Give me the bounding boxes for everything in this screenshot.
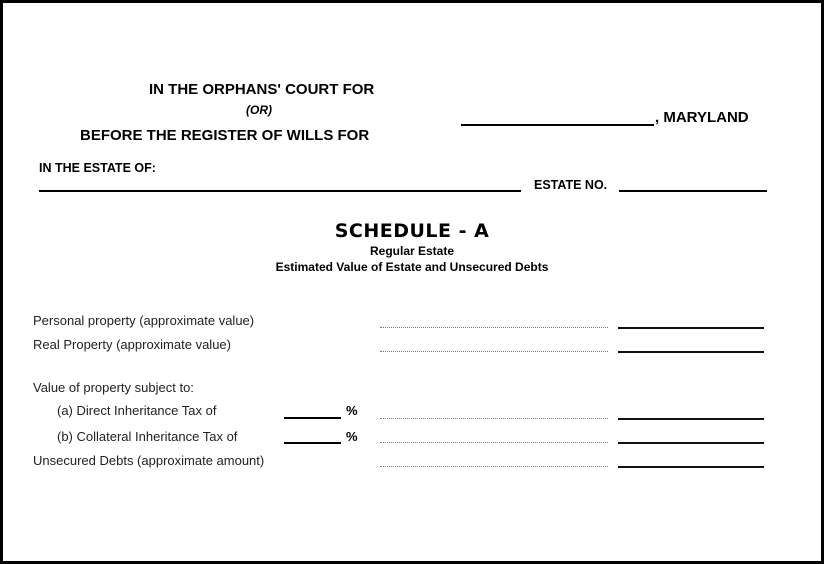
unsecured-debts-label: Unsecured Debts (approximate amount): [33, 453, 265, 468]
personal-property-leader: [380, 327, 608, 328]
maryland-label: , MARYLAND: [655, 109, 749, 126]
real-property-label: Real Property (approximate value): [33, 337, 231, 352]
county-field[interactable]: [461, 124, 654, 126]
schedule-title: SCHEDULE - A: [334, 220, 490, 242]
schedule-description: Estimated Value of Estate and Unsecured Debts: [275, 260, 549, 274]
collateral-percent-sign: %: [346, 429, 358, 444]
unsecured-debts-leader: [380, 466, 608, 467]
estate-no-label: ESTATE NO.: [534, 178, 608, 192]
register-heading: BEFORE THE REGISTER OF WILLS FOR: [80, 127, 370, 144]
schedule-subtitle: Regular Estate: [369, 244, 455, 258]
collateral-tax-value-field[interactable]: [618, 442, 764, 444]
collateral-tax-rate-field[interactable]: [284, 442, 341, 444]
real-property-leader: [380, 351, 608, 352]
estate-no-field[interactable]: [619, 190, 767, 192]
personal-property-label: Personal property (approximate value): [33, 313, 255, 328]
direct-tax-rate-field[interactable]: [284, 417, 341, 419]
direct-tax-leader: [380, 418, 608, 419]
estate-name-field[interactable]: [39, 190, 521, 192]
real-property-value-field[interactable]: [618, 351, 764, 353]
unsecured-debts-value-field[interactable]: [618, 466, 764, 468]
subject-to-label: Value of property subject to:: [33, 380, 194, 395]
form-page: [3, 3, 821, 561]
direct-percent-sign: %: [346, 403, 358, 418]
direct-tax-label: (a) Direct Inheritance Tax of: [57, 403, 217, 418]
collateral-tax-label: (b) Collateral Inheritance Tax of: [57, 429, 238, 444]
court-heading: IN THE ORPHANS' COURT FOR: [149, 81, 375, 98]
estate-of-label: IN THE ESTATE OF:: [39, 161, 156, 175]
or-label: (OR): [246, 103, 272, 117]
direct-tax-value-field[interactable]: [618, 418, 764, 420]
collateral-tax-leader: [380, 442, 608, 443]
personal-property-value-field[interactable]: [618, 327, 764, 329]
